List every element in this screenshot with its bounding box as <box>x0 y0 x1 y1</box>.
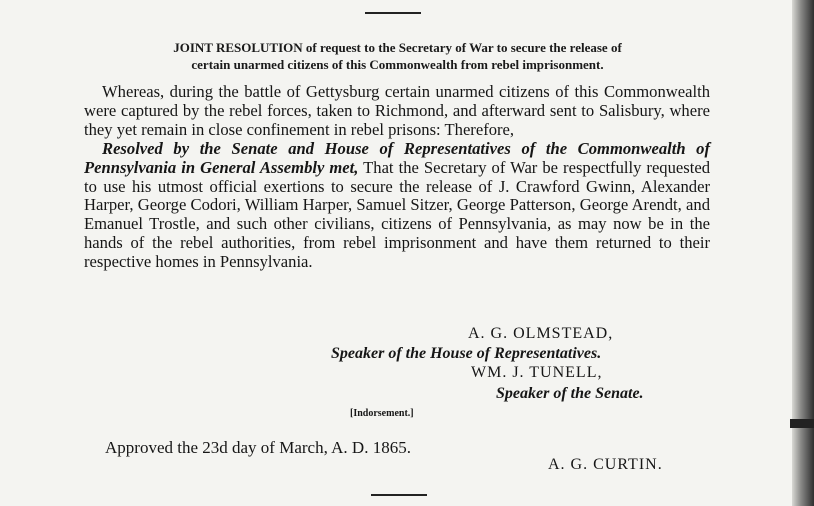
margin-mark <box>790 419 814 428</box>
heading-line-1: JOINT RESOLUTION of request to the Secretary of War to secure the release of <box>173 40 622 55</box>
governor-signature: A. G. CURTIN. <box>548 456 663 473</box>
top-divider <box>365 12 421 14</box>
house-speaker-title: Speaker of the House of Representatives. <box>331 345 602 362</box>
house-speaker-name: A. G. OLMSTEAD, <box>468 325 614 342</box>
heading-line-2: certain unarmed citizens of this Commonwealth from rebel imprisonment. <box>191 57 604 72</box>
resolved-clause: Resolved by the Senate and House of Representatives of the Commonwealth of Pennsylvania in General Assembly met, <box>84 138 710 177</box>
bottom-divider <box>371 494 427 496</box>
resolved-text: That the Secretary of War be respectfully requested to use his utmost official exertions to secure the release of J. Crawford Gwinn, Alexander Harper, George Codori, William Harper, Samuel Sitzer, George Patterson, George Arendt, and Emanuel Trostle, and such other civilians, citizens of Pennsylvania, as may now be in the hands of the rebel authorities, from rebel imprisonment and have them returned to their respective homes in Pennsylvania. <box>84 157 710 272</box>
resolution-body <box>84 83 710 272</box>
senate-speaker-title: Speaker of the Senate. <box>496 385 644 402</box>
resolution-heading <box>60 39 735 73</box>
indorsement-note: [Indorsement.] <box>350 408 414 419</box>
resolved-paragraph <box>84 140 710 272</box>
senate-speaker-name: WM. J. TUNELL, <box>471 364 603 381</box>
whereas-paragraph: Whereas, during the battle of Gettysburg certain unarmed citizens of this Commonwealth were captured by the rebel forces, taken to Richmond, and afterward sent to Salisbury, where they yet remain in close confinement in rebel prisons: Therefore, <box>84 82 710 139</box>
page-edge-shadow <box>792 0 814 506</box>
approval-line: Approved the 23d day of March, A. D. 1865. <box>105 438 411 457</box>
